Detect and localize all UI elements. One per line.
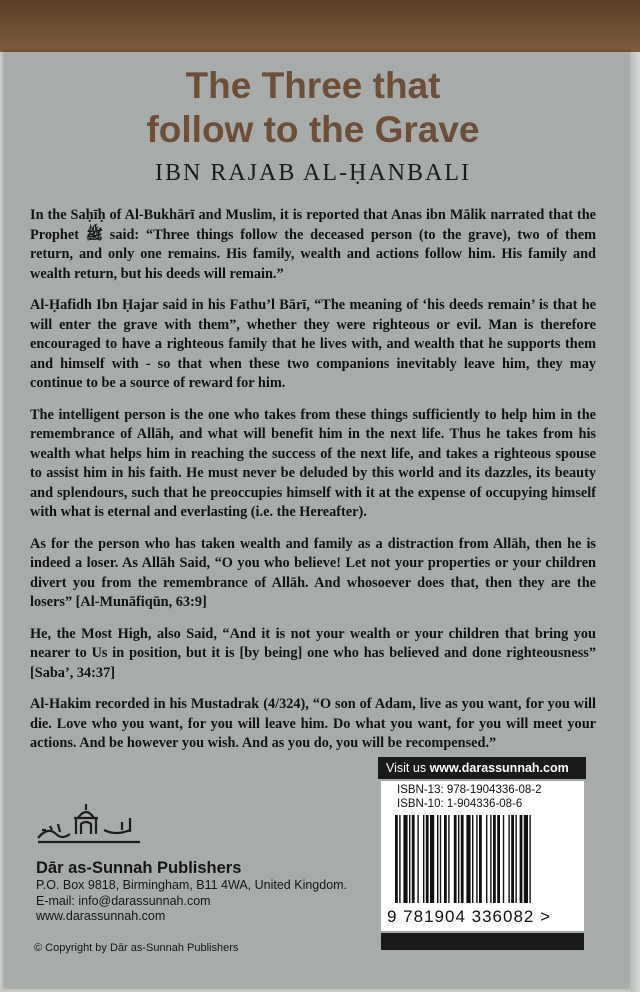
title-line-2: follow to the Grave [146,109,480,150]
isbn-barcode-block [381,781,584,931]
publisher-logo-icon [34,800,144,850]
blurb-paragraph: Al-Hakim recorded in his Mustadrak (4/324), “O son of Adam, live as you want, for you will die. Love who you want, for you will leave him. Do what you want, for you will meet your actions. And be however you wish. And as you do, you will be recompensed.” [30,696,596,751]
title-line-1: The Three that [185,65,441,106]
visit-banner [378,757,586,779]
website-link[interactable]: www.darassunnah.com [429,761,569,775]
barcode-digits: 9 781904 336082 > [387,907,552,926]
blurb [30,206,596,766]
publisher-website[interactable]: www.darassunnah.com [36,909,166,923]
blurb-paragraph: Al-Ḥafidh Ibn Ḥajar said in his Fathu’l Bārī, “The meaning of ‘his deeds remain’ is that he will enter the grave with them”, whether they were righteous or evil. Man is therefore encouraged to have a righteous family that he lives with, and wealth that he supports them and himself with - so that when these two companions inevitably leave him, they may continue to be a source of reward for him. [30,297,596,391]
author-name: IBN RAJAB AL-ḤANBALI [155,160,471,186]
barcode-icon [387,815,578,909]
publisher-email[interactable]: E-mail: info@darassunnah.com [36,893,211,908]
blurb-paragraph: In the Saḥīḥ of Al-Bukhārī and Muslim, it is reported that Anas ibn Mālik narrated that the Prophet ﷺ said: “Three things follow the deceased person (to the grave), two of them return, and only one remains. His family, wealth and actions follow him. His family and wealth return, but his deeds will remain.” [30,207,596,282]
publisher-info [36,858,396,925]
book-title [0,64,626,152]
blurb-paragraph: The intelligent person is the one who takes from these things sufficiently to help him in the remembrance of Allāh, and what will benefit him in the next life. Thus he takes from his wealth what helps him in reaching the success of the next life, and takes a righteous spouse to assist him in his faith. He must never be deluded by this world and its dazzles, its beauty and splendours, such that he preoccupies himself with it at the expense of occupying himself with what is eternal and everlasting (i.e. the Hereafter). [30,406,596,520]
blurb-paragraph: As for the person who has taken wealth and family as a distraction from Allāh, then he is indeed a loser. As Allāh Said, “O you who believe! Let not your properties or your children divert you from the remembrance of Allāh. And whosoever does that, then they are the losers” [Al-Munāfiqūn, 63:9] [30,535,596,610]
cover-edge [630,52,640,992]
isbn-10: ISBN-10: 1-904336-08-6 [397,798,523,810]
visit-prefix: Visit us [386,761,427,775]
isbn-13: ISBN-13: 978-1904336-08-2 [397,784,542,796]
bottom-bar [381,933,584,950]
blurb-paragraph: He, the Most High, also Said, “And it is not your wealth or your children that bring you nearer to Us in position, but it is [by being] one who has believed and done righteousness” [Saba’, 34:37] [30,625,596,681]
publisher-name: Dār as-Sunnah Publishers [36,859,242,877]
top-spine-band [0,0,640,52]
publisher-address: P.O. Box 9818, Birmingham, B11 4WA, United Kingdom. [36,878,348,892]
copyright-notice: © Copyright by Dār as-Sunnah Publishers [34,942,239,954]
